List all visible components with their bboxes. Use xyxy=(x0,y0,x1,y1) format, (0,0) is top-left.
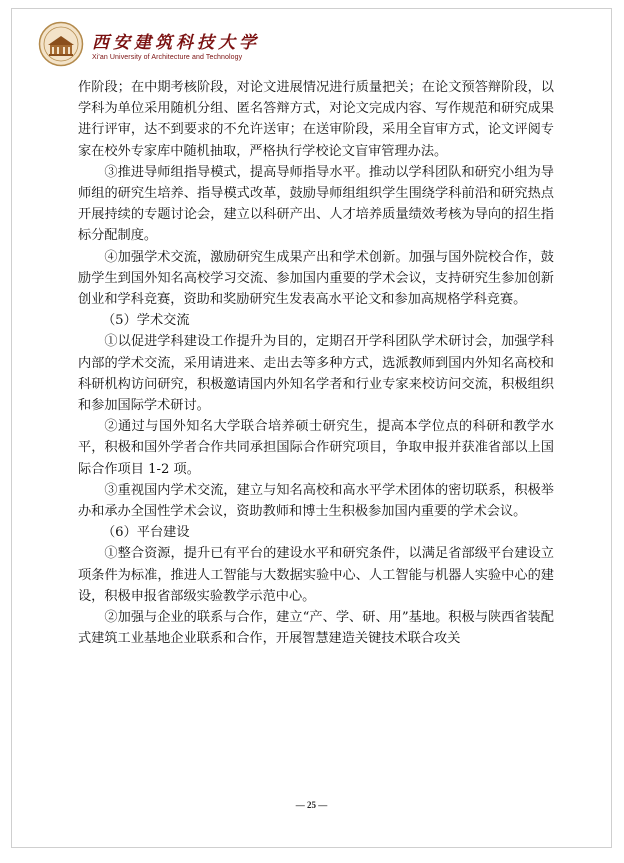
paragraph-academic-exchange-incentive: ④加强学术交流，激励研究生成果产出和学术创新。加强与国外院校合作，鼓励学生到国外知名高校学习交流、参加国内重要的学术会议，支持研究生参加创新创业和学科竞赛，资助和奖励研究生发表高水平论文和参加高规格学科竞赛。 xyxy=(78,249,554,308)
page-number: — 25 — xyxy=(295,800,328,810)
university-logo-icon xyxy=(38,21,84,67)
university-name-en: Xi'an University of Architecture and Technology xyxy=(92,53,243,61)
document-page xyxy=(11,8,612,848)
paragraph-domestic-exchange: ③重视国内学术交流，建立与知名高校和高水平学术团体的密切联系，积极举办和承办全国性学术会议，资助教师和博士生积极参加国内重要的学术会议。 xyxy=(78,482,554,520)
paragraph-thesis-review: 作阶段；在中期考核阶段，对论文进展情况进行质量把关；在论文预答辩阶段，以学科为单位采用随机分组、匿名答辩方式，对论文完成内容、写作规范和研究成果进行评审，达不到要求的不允许送审；在送审阶段，采用全盲审方式，论文评阅专家在校外专家库中随机抽取，严格执行学校论文盲审管理办法。 xyxy=(78,80,554,159)
section-heading-academic-exchange: （5）学术交流 xyxy=(102,313,190,329)
university-brand xyxy=(92,28,260,61)
section-heading-platform-building: （6）平台建设 xyxy=(102,525,190,541)
paragraph-resource-integration: ①整合资源，提升已有平台的建设水平和研究条件，以满足省部级平台建设立项条件为标准，推进人工智能与大数据实验中心、人工智能与机器人实验中心的建设，积极申报省部级实验教学示范中心。 xyxy=(78,546,554,604)
document-body xyxy=(78,77,554,649)
page-header xyxy=(38,19,260,69)
paragraph-enterprise-cooperation: ②加强与企业的联系与合作，建立“产、学、研、用”基地。积极与陕西省装配式建筑工业基地企业联系和合作，开展智慧建造关键技术联合攻关 xyxy=(78,610,554,647)
paragraph-seminars: ①以促进学科建设工作提升为目的，定期召开学科团队学术研讨会，加强学科内部的学术交流，采用请进来、走出去等多种方式，选派教师到国内外知名高校和科研机构访问研究，积极邀请国内外知名学者和行业专家来校访问交流，积极组织和参加国际学术研讨。 xyxy=(78,334,554,414)
paragraph-supervisor-group: ③推进导师组指导模式，提高导师指导水平。推动以学科团队和研究小组为导师组的研究生培养、指导模式改革，鼓励导师组组织学生围绕学科前沿和研究热点开展持续的专题讨论会，建立以科研产出、人才培养质量绩效考核为导向的招生指标分配制度。 xyxy=(78,164,554,244)
paragraph-joint-training: ②通过与国外知名大学联合培养硕士研究生，提高本学位点的科研和教学水平，积极和国外学者合作共同承担国际合作研究项目，争取申报并获准省部以上国际合作项目 1-2 项。 xyxy=(78,419,554,477)
university-name-cn: 西安建筑科技大学 xyxy=(92,32,260,53)
